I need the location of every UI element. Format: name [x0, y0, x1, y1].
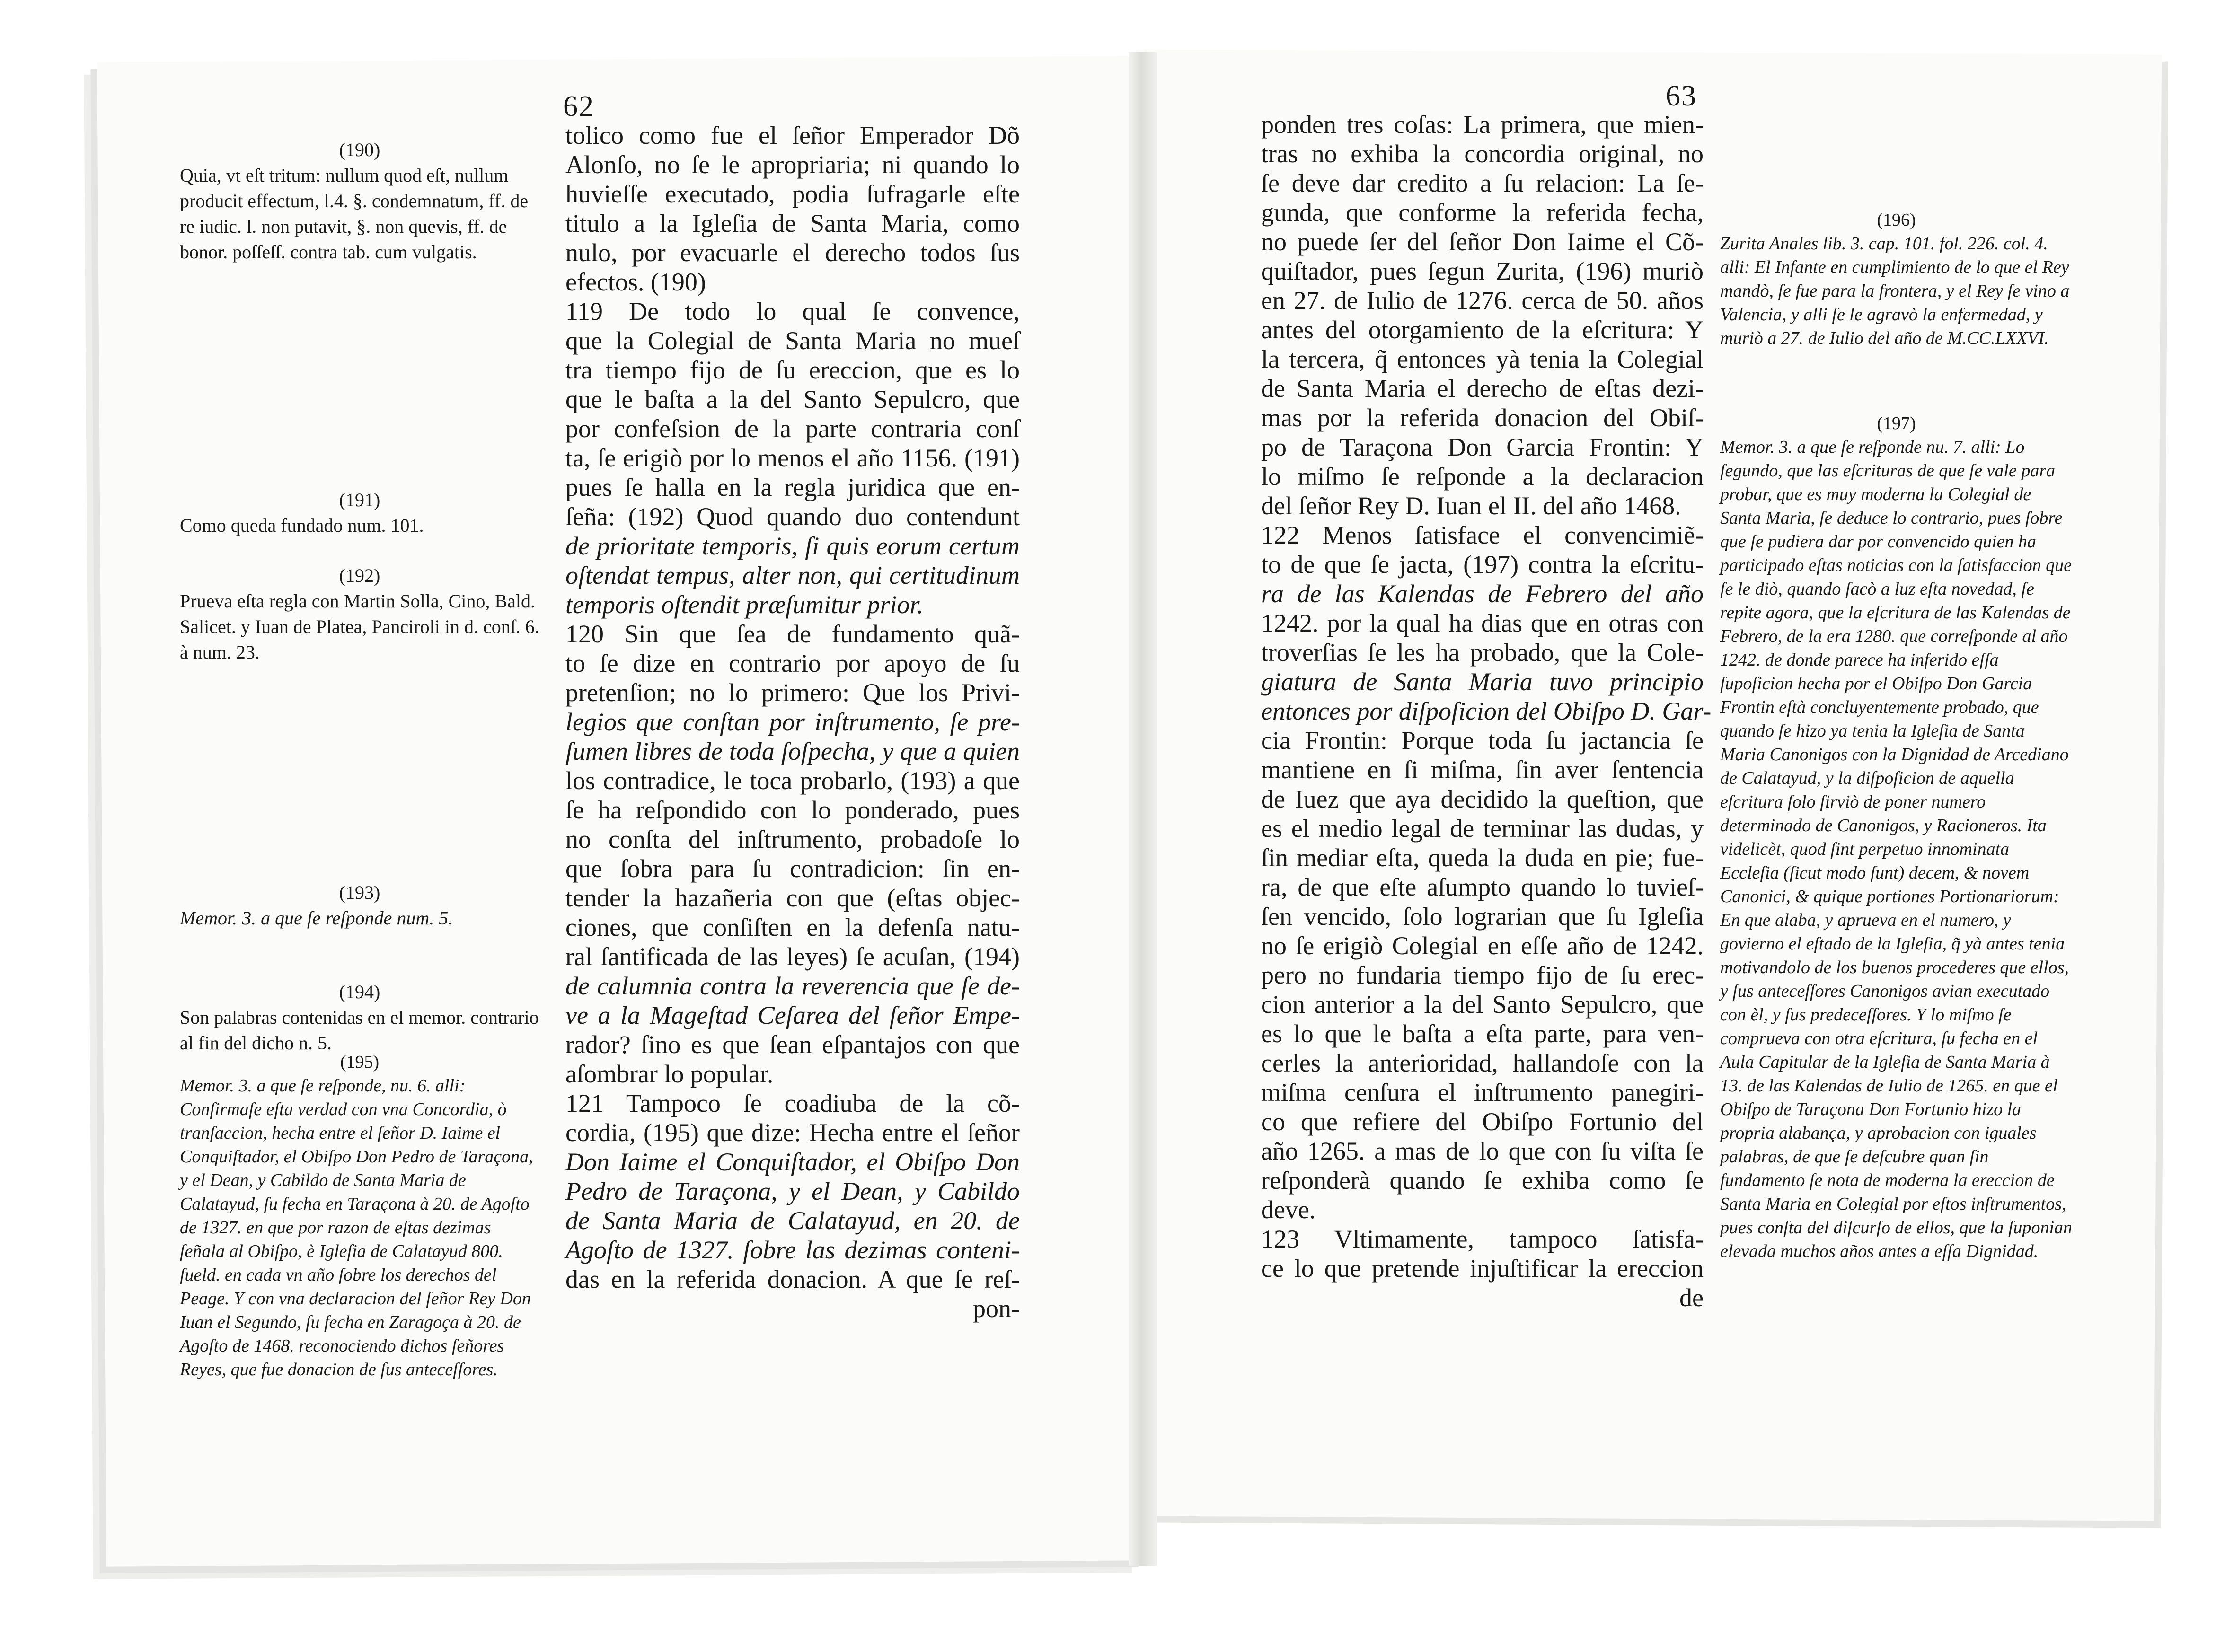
text-line: giatura de Santa Maria tuvo principio: [1261, 668, 1704, 696]
right-body-text: [1261, 110, 1712, 1312]
text-line: 119 De todo lo qual ſe convence,: [565, 297, 1020, 325]
text-line: de Santa Maria de Calatayud, en 20. de: [565, 1206, 1020, 1235]
text-line: de prioritate temporis, ſi quis eorum certum: [565, 532, 1020, 560]
text-line: del ſeñor Rey D. Iuan el II. del año 1468.: [1261, 492, 1681, 520]
text-line: tra tiempo fijo de ſu ereccion, que es lo: [565, 356, 1020, 384]
text-line: cion anterior a la del Santo Sepulcro, que: [1261, 990, 1704, 1019]
text-line: gunda, que conforme la referida fecha,: [1261, 198, 1704, 227]
text-line: no puede ſer del ſeñor Don Iaime el Cõ-: [1261, 228, 1704, 256]
text-line: es el medio legal de terminar las dudas, y: [1261, 814, 1704, 843]
margin-note: [180, 487, 539, 538]
text-line: 1242. por la qual ha dias que en otras con: [1261, 609, 1704, 637]
text-line: ve a la Mageſtad Ceſarea del ſeñor Empe-: [565, 1001, 1020, 1029]
text-line: la tercera, q̃ entonces yà tenia la Colegial: [1261, 345, 1704, 373]
text-line: pretenſion; no lo primero: Que los Privi-: [565, 678, 1020, 707]
catchword: pon-: [973, 1294, 1020, 1323]
note-text: Memor. 3. a que ſe reſponde, nu. 6. alli: Confirmaſe eſta verdad con vna Concordia, ò tranſaccion, hecha entre el ſeñor D. Iaime el Conquiſtador, el Obiſpo Don Pedro de Taraçona, y el Dean, y Cabildo de Santa Maria de Calatayud, ſu fecha en Taraçona à 20. de Agoſto de 1327. en que por razon de eſtas dezimas ſeñala al Obiſpo, è Igleſia de Calatayud 800. ſueld. en cada vn año ſobre los derechos del Peage. Y con vna declaracion del ſeñor Rey Don Iuan el Segundo, ſu fecha en Zaragoça à 20. de Agoſto de 1468. reconociendo dichos ſeñores Reyes, que fue donacion de ſus anteceſſores.: [180, 1076, 533, 1380]
text-line: efectos. (190): [565, 268, 706, 296]
text-line: oſtendat tempus, alter non, qui certitudinum: [565, 561, 1020, 589]
text-line: Alonſo, no ſe le apropriaria; ni quando lo: [565, 150, 1020, 179]
text-line: en 27. de Iulio de 1276. cerca de 50. años: [1261, 286, 1704, 315]
margin-note: [1720, 208, 2073, 350]
margin-note: [1720, 412, 2073, 1263]
text-line: Don Iaime el Conquiſtador, el Obiſpo Don: [565, 1148, 1020, 1176]
margin-note: [180, 137, 539, 265]
note-number: (196): [1877, 210, 1916, 230]
text-line: los contradice, le toca probarlo, (193) a que: [565, 766, 1020, 795]
text-line: ce lo que pretende injuſtificar la ereccion: [1261, 1254, 1704, 1283]
note-number: (191): [339, 489, 380, 510]
note-number: (193): [339, 882, 380, 903]
text-line: 121 Tampoco ſe coadiuba de la cõ-: [565, 1089, 1020, 1117]
text-line: ciones, que conſiſten en la defenſa natu-: [565, 913, 1020, 941]
text-line: miſma cenſura el inſtrumento panegiri-: [1261, 1078, 1704, 1107]
text-line: antes del otorgamiento de la eſcritura: Y: [1261, 316, 1704, 344]
text-line: año 1265. a mas de lo que con ſu viſta ſe: [1261, 1137, 1704, 1165]
left-body-text: [565, 121, 1020, 1323]
text-line: que le baſta a la del Santo Sepulcro, que: [565, 385, 1020, 413]
text-line: mantiene en ſi miſma, ſin aver ſentencia: [1261, 756, 1704, 784]
note-number: (192): [339, 565, 380, 586]
text-line: entonces por diſpoſicion del Obiſpo D. Gar-: [1261, 697, 1712, 725]
text-line: de Santa Maria el derecho de eſtas dezi-: [1261, 374, 1704, 403]
left-page-number: 62: [563, 90, 594, 123]
catchword: de: [1679, 1283, 1704, 1312]
text-line: temporis oſtendit præſumitur prior.: [565, 590, 924, 619]
text-line: legios que conſtan por inſtrumento, ſe pre-: [565, 708, 1020, 736]
text-line: ſe ha reſpondido con lo ponderado, pues: [565, 796, 1020, 824]
text-line: rador? ſino es que ſean eſpantajos con que: [565, 1030, 1020, 1059]
text-line: quiſtador, pues ſegun Zurita, (196) muriò: [1261, 257, 1704, 285]
text-line: ta, ſe erigiò por lo menos el año 1156. (191): [565, 444, 1020, 472]
note-text: Prueva eſta regla con Martin Solla, Cino, Bald. Salicet. y Iuan de Platea, Panciroli in d. conſ. 6. à num. 23.: [180, 590, 539, 663]
text-line: tender la hazañeria con que (eſtas objec-: [565, 884, 1020, 912]
text-line: cordia, (195) que dize: Hecha entre el ſeñor: [565, 1118, 1020, 1147]
note-number: (197): [1877, 413, 1916, 433]
text-line: ſe deve dar credito a ſu relacion: La ſe-: [1261, 169, 1704, 197]
text-line: no ſe erigiò Colegial en eſſe año de 1242.: [1261, 931, 1704, 960]
book-gutter: [1129, 52, 1157, 1566]
note-text: Quia, vt eſt tritum: nullum quod eſt, nullum producit effectum, l.4. §. condemnatum, ff. de re iudic. l. non putavit, §. non quevis, ff. de bonor. poſſeſſ. contra tab. cum vulgatis.: [180, 165, 529, 263]
margin-note: [180, 563, 539, 665]
text-line: 123 Vltimamente, tampoco ſatisfa-: [1261, 1225, 1704, 1253]
text-line: es lo que le baſta a eſta parte, para ven-: [1261, 1019, 1704, 1048]
margin-note: [180, 880, 539, 931]
text-line: ra de las Kalendas de Febrero del año: [1261, 580, 1704, 608]
text-line: ſen vencido, ſolo lograrian que ſu Igleſia: [1261, 902, 1704, 931]
text-line: pues ſe halla en la regla juridica que en-: [565, 473, 1020, 501]
text-line: po de Taraçona Don Garcia Frontin: Y: [1261, 433, 1704, 461]
text-line: de Iuez que aya decidido la queſtion, que: [1261, 785, 1704, 813]
text-line: ſeña: (192) Quod quando duo contendunt: [565, 502, 1020, 531]
text-line: to ſe dize en contrario por apoyo de ſu: [565, 649, 1020, 677]
note-number: (194): [339, 981, 380, 1002]
note-number: (190): [339, 139, 380, 160]
note-text: Zurita Anales lib. 3. cap. 101. fol. 226. col. 4. alli: El Infante en cumplimiento de lo que el Rey mandò, ſe fue para la frontera, y el Rey ſe vino a Valencia, y alli ſe le agravò la enfermedad, y muriò a 27. de Iulio del año de M.CC.LXXVI.: [1720, 234, 2070, 348]
text-line: de calumnia contra la reverencia que ſe de-: [565, 972, 1020, 1000]
text-line: troverſias ſe les ha probado, que la Cole-: [1261, 638, 1704, 667]
text-line: cerles la anterioridad, hallandoſe con la: [1261, 1049, 1704, 1077]
text-line: por confeſsion de la parte contraria conſ: [565, 414, 1020, 443]
text-line: Agoſto de 1327. ſobre las dezimas conteni-: [565, 1236, 1020, 1264]
text-line: Pedro de Taraçona, y el Dean, y Cabildo: [565, 1177, 1020, 1205]
text-line: das en la referida donacion. A que ſe reſ-: [565, 1265, 1020, 1293]
text-line: pero no fundaria tiempo fijo de ſu erec-: [1261, 961, 1704, 989]
text-line: ponden tres coſas: La primera, que mien-: [1261, 110, 1704, 139]
text-line: no conſta del inſtrumento, probadoſe lo: [565, 825, 1020, 853]
text-line: to de que ſe jacta, (197) contra la eſcritu-: [1261, 550, 1704, 579]
text-line: ſumen libres de toda ſoſpecha, y que a quien: [565, 737, 1020, 765]
note-text: Como queda fundado num. 101.: [180, 515, 424, 536]
note-text: Son palabras contenidas en el memor. contrario al fin del dicho n. 5.: [180, 1007, 539, 1054]
note-text: Memor. 3. a que ſe reſponde num. 5.: [180, 907, 453, 929]
right-margin-notes: [1720, 208, 2073, 1485]
text-line: mas por la referida donacion del Obiſ-: [1261, 404, 1704, 432]
text-line: huvieſſe executado, podia ſufragarle eſte: [565, 180, 1020, 208]
text-line: tolico como fue el ſeñor Emperador Dõ: [565, 121, 1020, 149]
text-line: reſponderà quando ſe exhiba como ſe: [1261, 1166, 1704, 1195]
text-line: ſin mediar eſta, queda la duda en pie; fue-: [1261, 844, 1704, 872]
left-margin-notes: [180, 137, 539, 1533]
right-page-number: 63: [1666, 80, 1697, 112]
text-line: que la Colegial de Santa Maria no mueſ: [565, 326, 1020, 355]
margin-note: [180, 1050, 539, 1381]
text-line: cia Frontin: Porque toda ſu jactancia ſe: [1261, 726, 1704, 755]
text-line: aſombrar lo popular.: [565, 1060, 774, 1088]
text-line: co que refiere del Obiſpo Fortunio del: [1261, 1107, 1704, 1136]
text-line: nulo, por evacuarle el derecho todos ſus: [565, 238, 1020, 267]
note-number: (195): [340, 1052, 380, 1072]
text-line: que ſobra para ſu contradicion: ſin en-: [565, 854, 1020, 883]
text-line: tras no exhiba la concordia original, no: [1261, 140, 1704, 168]
text-line: deve.: [1261, 1195, 1316, 1224]
text-line: lo miſmo ſe reſponde a la declaracion: [1261, 462, 1704, 491]
text-line: 120 Sin que ſea de fundamento quã-: [565, 620, 1020, 648]
text-line: titulo a la Igleſia de Santa Maria, como: [565, 209, 1020, 237]
text-line: ra, de que eſte aſumpto quando lo tuvieſ-: [1261, 873, 1704, 901]
note-text: Memor. 3. a que ſe reſponde nu. 7. alli: Lo ſegundo, que las eſcrituras de que ſe vale para probar, que es muy moderna la Colegial de Santa Maria, ſe deduce lo contrario, pues ſobre que ſe pudiera dar por convencido quien ha participado eſtas noticias con la ſatisfaccion que ſe le diò, quando ſacò a luz eſta novedad, ſe repite agora, que la eſcritura de las Kalendas de Febrero, de la era 1280. que correſponde al año 1242. de donde parece ha inferido eſſa ſupoſicion hecha por el Obiſpo Don Garcia Frontin eſtà concluyentemente probado, que quando ſe hizo ya tenia la Igleſia de Santa Maria Canonigos con la Dignidad de Arcediano de Calatayud, y la diſpoſicion de aquella eſcritura ſolo ſirviò de poner numero determinado de Canonigos, y Racioneros. Ita videlicèt, quod ſint perpetuo innominata Eccleſia (ſicut modo ſunt) decem, & novem Canonici, & quique portiones Portionariorum: En que alaba, y aprueva en el numero, y govierno el eſtado de la Igleſia, q̃ yà antes tenia motivandolo de los buenos procederes que ellos, y ſus anteceſſores Canonigos avian executado con èl, y ſus predeceſſores. Y lo miſmo ſe comprueva con otra eſcritura, ſu fecha en el Aula Capitular de la Igleſia de Santa Maria à 13. de las Kalendas de Iulio de 1265. en que el Obiſpo de Taraçona Don Fortunio hizo la propria alabança, y aprobacion con iguales palabras, de que ſe deſcubre quan ſin fundamento ſe nota de moderna la ereccion de Santa Maria en Colegial por eſtos inſtrumentos, pues conſta del diſcurſo de ellos, que la ſuponian elevada muchos años antes a eſſa Dignidad.: [1720, 437, 2073, 1261]
text-line: 122 Menos ſatisface el convencimiẽ-: [1261, 521, 1704, 549]
margin-note: [180, 979, 539, 1056]
text-line: ral ſantificada de las leyes) ſe acuſan, (194): [565, 942, 1020, 971]
